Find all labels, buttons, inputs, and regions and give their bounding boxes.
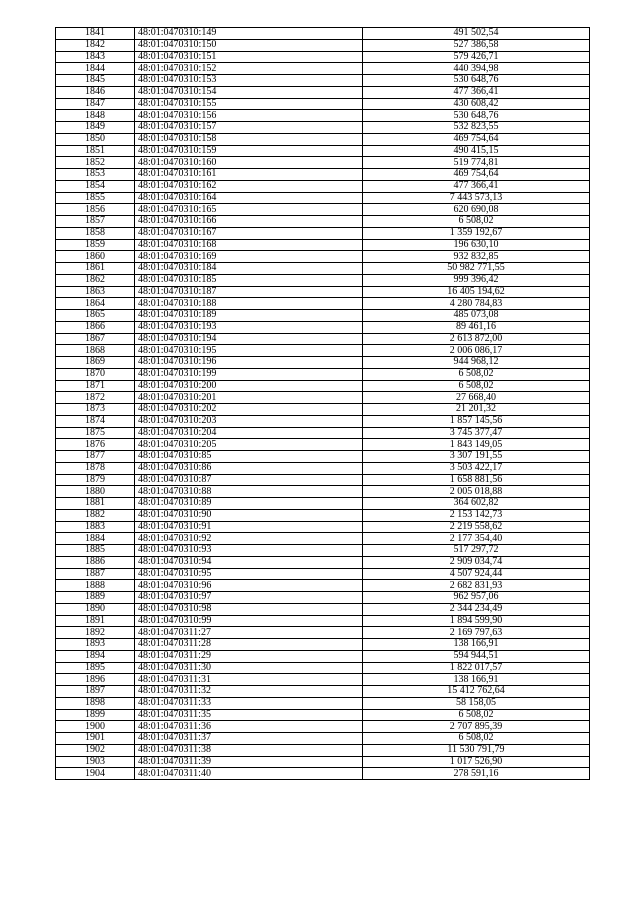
table-row — [56, 709, 590, 721]
table-row — [56, 51, 590, 63]
table-row — [56, 239, 590, 251]
cadastral-number-cell: 48:01:0470310:203 — [135, 415, 363, 427]
cadastral-value-cell: 2 344 234,49 — [363, 603, 590, 615]
row-number-cell: 1885 — [56, 545, 135, 557]
row-number-cell: 1877 — [56, 451, 135, 463]
row-number-cell: 1886 — [56, 556, 135, 568]
cadastral-number-cell: 48:01:0470310:99 — [135, 615, 363, 627]
row-number-cell: 1866 — [56, 321, 135, 333]
table-row — [56, 686, 590, 698]
cadastral-number-cell: 48:01:0470310:95 — [135, 568, 363, 580]
cadastral-value-cell: 196 630,10 — [363, 239, 590, 251]
row-number-cell: 1858 — [56, 227, 135, 239]
table-row — [56, 592, 590, 604]
table-row — [56, 63, 590, 75]
row-number-cell: 1881 — [56, 498, 135, 510]
table-row — [56, 192, 590, 204]
cadastral-value-cell: 3 307 191,55 — [363, 451, 590, 463]
table-row — [56, 75, 590, 87]
row-number-cell: 1872 — [56, 392, 135, 404]
cadastral-value-cell: 2 169 797,63 — [363, 627, 590, 639]
cadastral-value-cell: 2 006 086,17 — [363, 345, 590, 357]
row-number-cell: 1870 — [56, 368, 135, 380]
table-row — [56, 98, 590, 110]
cadastral-value-cell: 6 508,02 — [363, 380, 590, 392]
cadastral-value-cell: 1 658 881,56 — [363, 474, 590, 486]
table-row — [56, 251, 590, 263]
cadastral-number-cell: 48:01:0470310:199 — [135, 368, 363, 380]
cadastral-number-cell: 48:01:0470310:98 — [135, 603, 363, 615]
cadastral-value-cell: 6 508,02 — [363, 733, 590, 745]
row-number-cell: 1859 — [56, 239, 135, 251]
cadastral-number-cell: 48:01:0470311:37 — [135, 733, 363, 745]
cadastral-value-cell: 477 366,41 — [363, 86, 590, 98]
cadastral-number-cell: 48:01:0470311:35 — [135, 709, 363, 721]
cadastral-value-cell: 4 280 784,83 — [363, 298, 590, 310]
cadastral-number-cell: 48:01:0470310:93 — [135, 545, 363, 557]
cadastral-number-cell: 48:01:0470310:94 — [135, 556, 363, 568]
table-row — [56, 603, 590, 615]
row-number-cell: 1864 — [56, 298, 135, 310]
cadastral-number-cell: 48:01:0470310:165 — [135, 204, 363, 216]
row-number-cell: 1844 — [56, 63, 135, 75]
table-row — [56, 345, 590, 357]
table-row — [56, 744, 590, 756]
table-row — [56, 357, 590, 369]
cadastral-value-cell: 530 648,76 — [363, 110, 590, 122]
cadastral-value-table — [55, 27, 590, 780]
cadastral-value-cell: 932 832,85 — [363, 251, 590, 263]
cadastral-number-cell: 48:01:0470310:194 — [135, 333, 363, 345]
row-number-cell: 1880 — [56, 486, 135, 498]
cadastral-number-cell: 48:01:0470310:155 — [135, 98, 363, 110]
table-row — [56, 274, 590, 286]
cadastral-number-cell: 48:01:0470310:91 — [135, 521, 363, 533]
cadastral-number-cell: 48:01:0470311:38 — [135, 744, 363, 756]
row-number-cell: 1849 — [56, 122, 135, 134]
row-number-cell: 1887 — [56, 568, 135, 580]
row-number-cell: 1904 — [56, 768, 135, 780]
cadastral-number-cell: 48:01:0470310:86 — [135, 462, 363, 474]
cadastral-value-cell: 364 602,82 — [363, 498, 590, 510]
cadastral-number-cell: 48:01:0470310:89 — [135, 498, 363, 510]
table-row — [56, 733, 590, 745]
row-number-cell: 1848 — [56, 110, 135, 122]
table-row — [56, 721, 590, 733]
row-number-cell: 1861 — [56, 263, 135, 275]
cadastral-number-cell: 48:01:0470310:187 — [135, 286, 363, 298]
cadastral-value-cell: 519 774,81 — [363, 157, 590, 169]
cadastral-number-cell: 48:01:0470310:168 — [135, 239, 363, 251]
row-number-cell: 1890 — [56, 603, 135, 615]
row-number-cell: 1883 — [56, 521, 135, 533]
cadastral-number-cell: 48:01:0470310:153 — [135, 75, 363, 87]
table-row — [56, 521, 590, 533]
cadastral-number-cell: 48:01:0470311:32 — [135, 686, 363, 698]
table-row — [56, 28, 590, 40]
cadastral-value-cell: 2 005 018,88 — [363, 486, 590, 498]
table-row — [56, 204, 590, 216]
cadastral-number-cell: 48:01:0470310:154 — [135, 86, 363, 98]
cadastral-number-cell: 48:01:0470310:188 — [135, 298, 363, 310]
row-number-cell: 1889 — [56, 592, 135, 604]
row-number-cell: 1876 — [56, 439, 135, 451]
cadastral-value-cell: 27 668,40 — [363, 392, 590, 404]
row-number-cell: 1865 — [56, 310, 135, 322]
cadastral-number-cell: 48:01:0470310:159 — [135, 145, 363, 157]
table-row — [56, 145, 590, 157]
table-row — [56, 615, 590, 627]
table-row — [56, 263, 590, 275]
cadastral-value-cell: 7 443 573,13 — [363, 192, 590, 204]
table-row — [56, 415, 590, 427]
cadastral-value-cell: 138 166,91 — [363, 674, 590, 686]
cadastral-number-cell: 48:01:0470310:189 — [135, 310, 363, 322]
cadastral-number-cell: 48:01:0470310:195 — [135, 345, 363, 357]
cadastral-value-cell: 6 508,02 — [363, 368, 590, 380]
cadastral-value-cell: 2 219 558,62 — [363, 521, 590, 533]
cadastral-value-cell: 4 507 924,44 — [363, 568, 590, 580]
table-row — [56, 462, 590, 474]
cadastral-number-cell: 48:01:0470310:157 — [135, 122, 363, 134]
table-row — [56, 662, 590, 674]
table-row — [56, 39, 590, 51]
cadastral-number-cell: 48:01:0470310:152 — [135, 63, 363, 75]
cadastral-value-cell: 1 843 149,05 — [363, 439, 590, 451]
table-row — [56, 556, 590, 568]
row-number-cell: 1873 — [56, 404, 135, 416]
table-row — [56, 533, 590, 545]
cadastral-value-cell: 58 158,05 — [363, 697, 590, 709]
row-number-cell: 1898 — [56, 697, 135, 709]
table-row — [56, 439, 590, 451]
row-number-cell: 1867 — [56, 333, 135, 345]
cadastral-value-cell: 3 503 422,17 — [363, 462, 590, 474]
table-row — [56, 509, 590, 521]
row-number-cell: 1862 — [56, 274, 135, 286]
cadastral-value-cell: 517 297,72 — [363, 545, 590, 557]
cadastral-value-cell: 1 017 526,90 — [363, 756, 590, 768]
cadastral-value-cell: 532 823,55 — [363, 122, 590, 134]
cadastral-value-cell: 1 857 145,56 — [363, 415, 590, 427]
row-number-cell: 1871 — [56, 380, 135, 392]
table-row — [56, 86, 590, 98]
cadastral-value-cell: 138 166,91 — [363, 639, 590, 651]
cadastral-value-cell: 1 894 599,90 — [363, 615, 590, 627]
row-number-cell: 1854 — [56, 180, 135, 192]
cadastral-number-cell: 48:01:0470310:161 — [135, 169, 363, 181]
cadastral-number-cell: 48:01:0470310:160 — [135, 157, 363, 169]
table-row — [56, 768, 590, 780]
row-number-cell: 1846 — [56, 86, 135, 98]
table-row — [56, 545, 590, 557]
row-number-cell: 1852 — [56, 157, 135, 169]
cadastral-number-cell: 48:01:0470310:193 — [135, 321, 363, 333]
table-row — [56, 310, 590, 322]
row-number-cell: 1851 — [56, 145, 135, 157]
row-number-cell: 1896 — [56, 674, 135, 686]
cadastral-value-cell: 620 690,08 — [363, 204, 590, 216]
row-number-cell: 1879 — [56, 474, 135, 486]
cadastral-number-cell: 48:01:0470310:196 — [135, 357, 363, 369]
cadastral-value-cell: 485 073,08 — [363, 310, 590, 322]
table-row — [56, 639, 590, 651]
table-body — [56, 28, 590, 780]
cadastral-value-cell: 89 461,16 — [363, 321, 590, 333]
cadastral-value-cell: 16 405 194,62 — [363, 286, 590, 298]
cadastral-number-cell: 48:01:0470310:164 — [135, 192, 363, 204]
table-row — [56, 627, 590, 639]
table-row — [56, 392, 590, 404]
cadastral-value-cell: 1 822 017,57 — [363, 662, 590, 674]
row-number-cell: 1884 — [56, 533, 135, 545]
cadastral-number-cell: 48:01:0470310:156 — [135, 110, 363, 122]
table-row — [56, 216, 590, 228]
table-row — [56, 498, 590, 510]
table-row — [56, 333, 590, 345]
row-number-cell: 1841 — [56, 28, 135, 40]
table-row — [56, 650, 590, 662]
table-row — [56, 321, 590, 333]
row-number-cell: 1863 — [56, 286, 135, 298]
row-number-cell: 1888 — [56, 580, 135, 592]
cadastral-number-cell: 48:01:0470310:201 — [135, 392, 363, 404]
cadastral-number-cell: 48:01:0470310:150 — [135, 39, 363, 51]
table-row — [56, 180, 590, 192]
cadastral-value-cell: 477 366,41 — [363, 180, 590, 192]
cadastral-number-cell: 48:01:0470311:28 — [135, 639, 363, 651]
cadastral-number-cell: 48:01:0470310:184 — [135, 263, 363, 275]
table-row — [56, 110, 590, 122]
cadastral-number-cell: 48:01:0470311:40 — [135, 768, 363, 780]
table-row — [56, 298, 590, 310]
cadastral-number-cell: 48:01:0470311:39 — [135, 756, 363, 768]
cadastral-value-cell: 491 502,54 — [363, 28, 590, 40]
cadastral-value-cell: 530 648,76 — [363, 75, 590, 87]
cadastral-number-cell: 48:01:0470310:167 — [135, 227, 363, 239]
cadastral-number-cell: 48:01:0470311:30 — [135, 662, 363, 674]
table-row — [56, 474, 590, 486]
cadastral-value-cell: 2 909 034,74 — [363, 556, 590, 568]
row-number-cell: 1856 — [56, 204, 135, 216]
cadastral-number-cell: 48:01:0470310:90 — [135, 509, 363, 521]
cadastral-value-cell: 962 957,06 — [363, 592, 590, 604]
row-number-cell: 1903 — [56, 756, 135, 768]
cadastral-value-cell: 469 754,64 — [363, 133, 590, 145]
cadastral-number-cell: 48:01:0470310:162 — [135, 180, 363, 192]
cadastral-value-cell: 944 968,12 — [363, 357, 590, 369]
cadastral-value-cell: 6 508,02 — [363, 216, 590, 228]
table-row — [56, 157, 590, 169]
cadastral-value-cell: 3 745 377,47 — [363, 427, 590, 439]
cadastral-number-cell: 48:01:0470310:169 — [135, 251, 363, 263]
row-number-cell: 1843 — [56, 51, 135, 63]
row-number-cell: 1891 — [56, 615, 135, 627]
row-number-cell: 1901 — [56, 733, 135, 745]
cadastral-value-cell: 2 177 354,40 — [363, 533, 590, 545]
cadastral-value-cell: 6 508,02 — [363, 709, 590, 721]
cadastral-number-cell: 48:01:0470311:33 — [135, 697, 363, 709]
table-row — [56, 169, 590, 181]
row-number-cell: 1894 — [56, 650, 135, 662]
cadastral-value-cell: 440 394,98 — [363, 63, 590, 75]
table-row — [56, 486, 590, 498]
cadastral-number-cell: 48:01:0470310:97 — [135, 592, 363, 604]
table-row — [56, 756, 590, 768]
cadastral-number-cell: 48:01:0470310:96 — [135, 580, 363, 592]
table-row — [56, 568, 590, 580]
row-number-cell: 1882 — [56, 509, 135, 521]
cadastral-value-cell: 527 386,58 — [363, 39, 590, 51]
cadastral-value-cell: 1 359 192,67 — [363, 227, 590, 239]
table-row — [56, 404, 590, 416]
row-number-cell: 1855 — [56, 192, 135, 204]
cadastral-number-cell: 48:01:0470310:202 — [135, 404, 363, 416]
row-number-cell: 1869 — [56, 357, 135, 369]
table-row — [56, 368, 590, 380]
cadastral-value-cell: 2 613 872,00 — [363, 333, 590, 345]
cadastral-number-cell: 48:01:0470310:85 — [135, 451, 363, 463]
cadastral-number-cell: 48:01:0470311:36 — [135, 721, 363, 733]
cadastral-value-cell: 999 396,42 — [363, 274, 590, 286]
row-number-cell: 1860 — [56, 251, 135, 263]
cadastral-number-cell: 48:01:0470310:158 — [135, 133, 363, 145]
cadastral-number-cell: 48:01:0470310:185 — [135, 274, 363, 286]
row-number-cell: 1897 — [56, 686, 135, 698]
row-number-cell: 1868 — [56, 345, 135, 357]
row-number-cell: 1857 — [56, 216, 135, 228]
cadastral-number-cell: 48:01:0470310:200 — [135, 380, 363, 392]
table-row — [56, 427, 590, 439]
row-number-cell: 1845 — [56, 75, 135, 87]
row-number-cell: 1853 — [56, 169, 135, 181]
row-number-cell: 1875 — [56, 427, 135, 439]
cadastral-value-cell: 2 153 142,73 — [363, 509, 590, 521]
table-row — [56, 674, 590, 686]
cadastral-number-cell: 48:01:0470311:27 — [135, 627, 363, 639]
cadastral-value-cell: 11 530 791,79 — [363, 744, 590, 756]
table-row — [56, 380, 590, 392]
table-row — [56, 227, 590, 239]
cadastral-number-cell: 48:01:0470310:92 — [135, 533, 363, 545]
table-row — [56, 580, 590, 592]
cadastral-number-cell: 48:01:0470310:88 — [135, 486, 363, 498]
cadastral-value-cell: 2 707 895,39 — [363, 721, 590, 733]
row-number-cell: 1850 — [56, 133, 135, 145]
row-number-cell: 1899 — [56, 709, 135, 721]
cadastral-value-cell: 50 982 771,55 — [363, 263, 590, 275]
cadastral-value-cell: 490 415,15 — [363, 145, 590, 157]
cadastral-value-cell: 594 944,51 — [363, 650, 590, 662]
row-number-cell: 1902 — [56, 744, 135, 756]
row-number-cell: 1847 — [56, 98, 135, 110]
cadastral-value-cell: 15 412 762,64 — [363, 686, 590, 698]
row-number-cell: 1893 — [56, 639, 135, 651]
row-number-cell: 1874 — [56, 415, 135, 427]
cadastral-number-cell: 48:01:0470311:31 — [135, 674, 363, 686]
table-row — [56, 286, 590, 298]
table-row — [56, 122, 590, 134]
table-row — [56, 451, 590, 463]
cadastral-value-cell: 430 608,42 — [363, 98, 590, 110]
table-row — [56, 697, 590, 709]
row-number-cell: 1895 — [56, 662, 135, 674]
cadastral-value-cell: 469 754,64 — [363, 169, 590, 181]
cadastral-value-cell: 21 201,32 — [363, 404, 590, 416]
cadastral-value-cell: 278 591,16 — [363, 768, 590, 780]
row-number-cell: 1900 — [56, 721, 135, 733]
table-row — [56, 133, 590, 145]
cadastral-number-cell: 48:01:0470310:204 — [135, 427, 363, 439]
cadastral-number-cell: 48:01:0470310:149 — [135, 28, 363, 40]
cadastral-value-cell: 579 426,71 — [363, 51, 590, 63]
cadastral-number-cell: 48:01:0470310:87 — [135, 474, 363, 486]
row-number-cell: 1892 — [56, 627, 135, 639]
row-number-cell: 1878 — [56, 462, 135, 474]
cadastral-number-cell: 48:01:0470311:29 — [135, 650, 363, 662]
cadastral-number-cell: 48:01:0470310:151 — [135, 51, 363, 63]
row-number-cell: 1842 — [56, 39, 135, 51]
cadastral-number-cell: 48:01:0470310:166 — [135, 216, 363, 228]
cadastral-value-cell: 2 682 831,93 — [363, 580, 590, 592]
cadastral-number-cell: 48:01:0470310:205 — [135, 439, 363, 451]
